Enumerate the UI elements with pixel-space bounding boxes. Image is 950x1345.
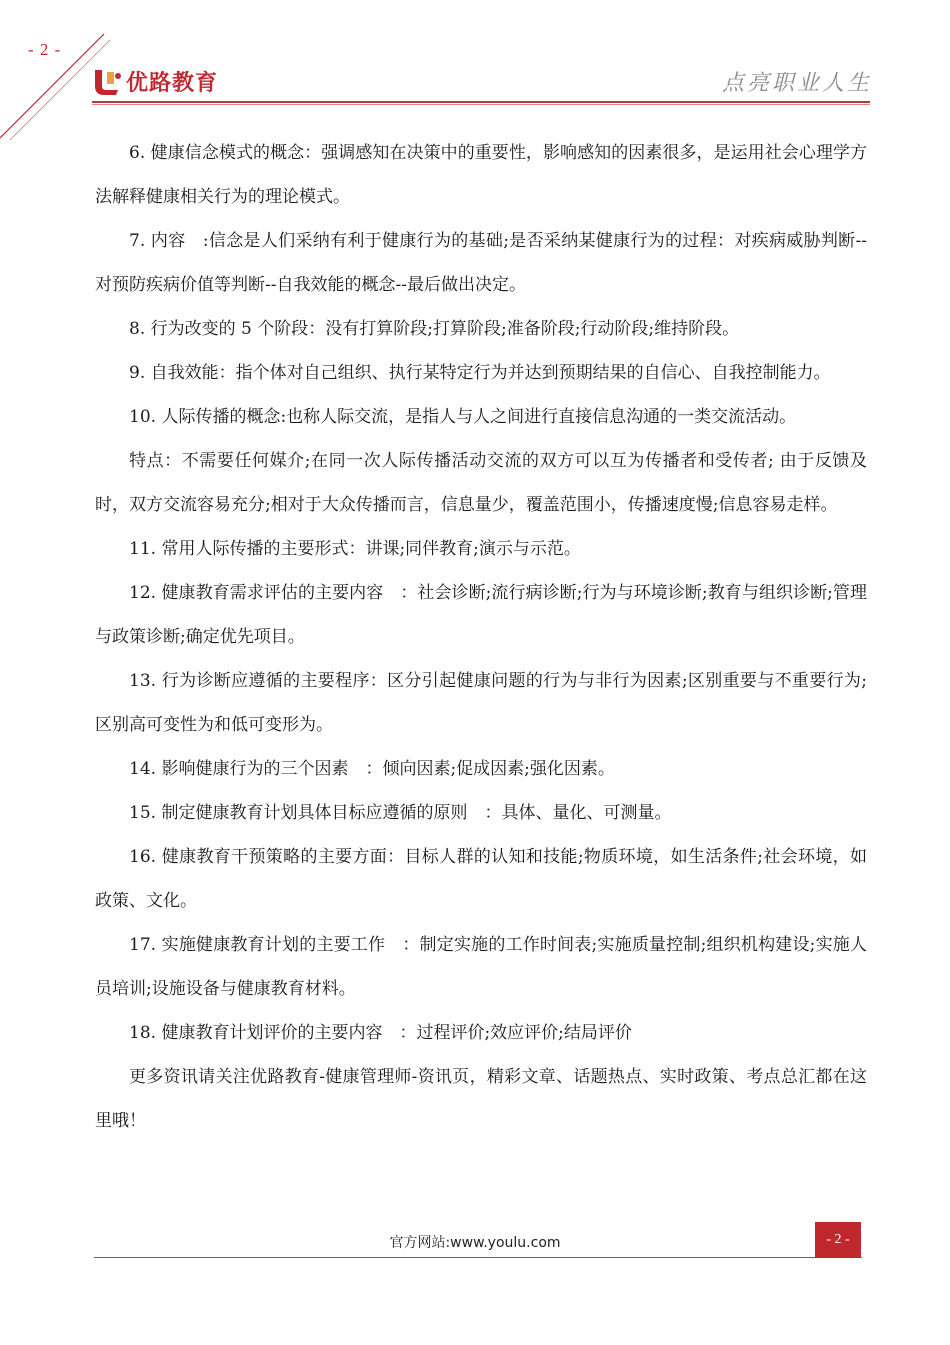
paragraph: 16. 健康教育干预策略的主要方面：目标人群的认知和技能;物质环境，如生活条件;社会环境，如政策、文化。: [95, 847, 867, 911]
paragraph: 6. 健康信念模式的概念：强调感知在决策中的重要性，影响感知的因素很多，是运用社会心理学方法解释健康相关行为的理论模式。: [95, 143, 867, 207]
youlu-logo-icon: [92, 66, 122, 96]
slogan: 点亮职业人生: [721, 71, 872, 96]
header-divider-thin: [92, 104, 870, 105]
document-body: [95, 131, 867, 1143]
paragraph: 10. 人际传播的概念:也称人际交流，是指人与人之间进行直接信息沟通的一类交流活动。: [129, 407, 797, 427]
paragraph: 17. 实施健康教育计划的主要工作 ：制定实施的工作时间表;实施质量控制;组织机构建设;实施人员培训;设施设备与健康教育材料。: [95, 935, 867, 999]
footer-divider: [94, 1257, 862, 1258]
corner-page-number: - 2 -: [28, 40, 62, 59]
paragraph: 11. 常用人际传播的主要形式：讲课;同伴教育;演示与示范。: [129, 539, 581, 559]
paragraph: 13. 行为诊断应遵循的主要程序：区分引起健康问题的行为与非行为因素;区别重要与不重要行为;区别高可变性为和低可变形为。: [95, 671, 867, 735]
paragraph: 特点：不需要任何媒介;在同一次人际传播活动交流的双方可以互为传播者和受传者; 由于反馈及时，双方交流容易充分;相对于大众传播而言，信息量少，覆盖范围小，传播速度慢;信息容易走样。: [95, 451, 867, 515]
paragraph: 7. 内容 :信念是人们采纳有利于健康行为的基础;是否采纳某健康行为的过程：对疾病威胁判断--对预防疾病价值等判断--自我效能的概念--最后做出决定。: [95, 231, 867, 295]
logo-text: 优路教育: [126, 70, 219, 96]
header-divider: [92, 101, 870, 103]
paragraph: 14. 影响健康行为的三个因素 ：倾向因素;促成因素;强化因素。: [129, 759, 615, 779]
paragraph: 12. 健康教育需求评估的主要内容 ：社会诊断;流行病诊断;行为与环境诊断;教育与组织诊断;管理与政策诊断;确定优先项目。: [95, 583, 867, 647]
brand-logo: [92, 64, 218, 98]
paragraph: 9. 自我效能：指个体对自己组织、执行某特定行为并达到预期结果的自信心、自我控制能力。: [129, 363, 831, 383]
paragraph: 8. 行为改变的 5 个阶段：没有打算阶段;打算阶段;准备阶段;行动阶段;维持阶段。: [129, 319, 740, 339]
paragraph: 18. 健康教育计划评价的主要内容 ：过程评价;效应评价;结局评价: [129, 1023, 632, 1043]
paragraph: 15. 制定健康教育计划具体目标应遵循的原则 ：具体、量化、可测量。: [129, 803, 672, 823]
footer-page-badge: - 2 -: [815, 1222, 861, 1258]
footer-website: 官方网站:www.youlu.com: [389, 1235, 561, 1251]
closing-note: 更多资讯请关注优路教育-健康管理师-资讯页，精彩文章、话题热点、实时政策、考点总汇都在这里哦！: [95, 1067, 867, 1131]
